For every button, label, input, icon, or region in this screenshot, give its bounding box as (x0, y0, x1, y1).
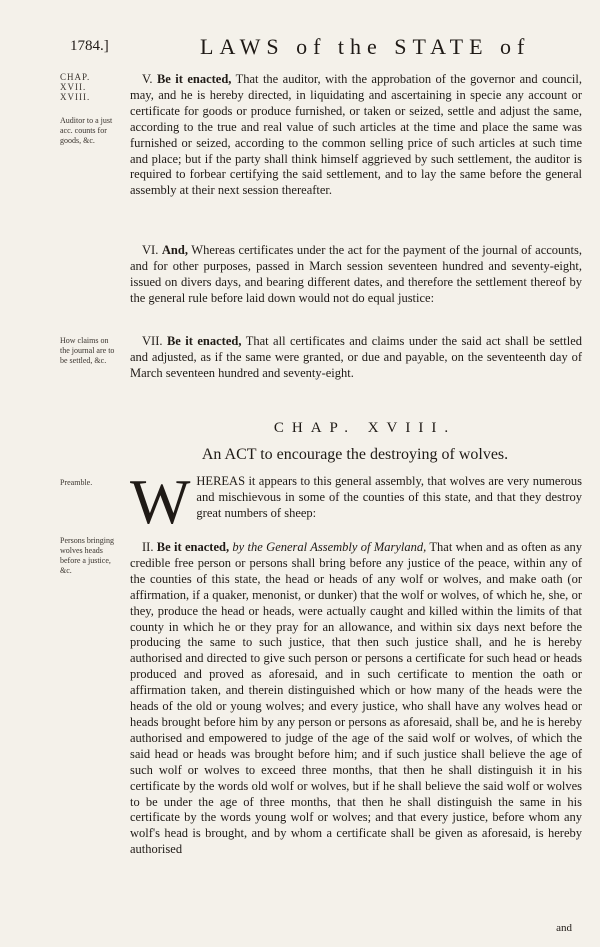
catchword: and (556, 922, 572, 934)
margin-note-preamble: Preamble. (60, 478, 93, 487)
margin-note-claims: How claims on the journal are to be settled, &c. (60, 336, 115, 365)
section-vi-number: VI. (142, 243, 159, 257)
chapter-heading: CHAP. XVIII. (273, 420, 457, 436)
section-vi (130, 243, 582, 307)
section-v (130, 72, 582, 199)
section-vi-body: Whereas certificates under the act for the payment of the journal of accounts, and for other purposes, passed in March session seventeen hundred and seventy-eight, issued on divers days, and bearing different dates, and therefore the settlement thereof by the general rule before laid down would not do equal justice: (130, 243, 583, 305)
preamble-body: it appears to this general assembly, that wolves are very numerous and mischievous in some of the counties of this state, and that they destroy great numbers of sheep: (196, 474, 582, 520)
margin-note-persons: Persons bringing wolves heads before a justice, &c. (60, 536, 114, 575)
preamble (130, 466, 582, 537)
section-ii-authority: by the General Assembly of Maryland, (232, 540, 427, 554)
section-v-body: That the auditor, with the approbation of the governor and council, may, and he is hereby directed, in liquidating and ascertaining in specie any account or certificate for goods or produce furnished, or taken or seized, settle and adjust the same, according to the true and real value of such articles at the time and place the same was furnished or seized, according to the common selling price of such articles at such time and place; but if the party shall think himself aggrieved by such settlement, the auditor is required to forbear certifying the said settlement, and to lay the same before the general assembly at their next session thereafter. (130, 72, 583, 198)
dropcap-letter: W (130, 466, 191, 537)
section-ii-enact: Be it enacted, (156, 540, 230, 554)
running-title: LAWS of the STATE of (200, 34, 531, 59)
section-vii-body: That all certificates and claims under the said act shall be settled and adjusted, as if the same were granted, or due and payable, on the seventeenth day of March seventeen hundred and seventy-eight. (130, 334, 583, 380)
section-v-enact: Be it enacted, (156, 72, 232, 86)
section-vii-enact: Be it enacted, (166, 334, 242, 348)
section-vii (130, 334, 582, 382)
section-ii-number: II. (142, 540, 154, 554)
margin-chapter (60, 72, 116, 146)
section-vi-enact: And, (161, 243, 188, 257)
act-title: An ACT to encourage the destroying of wolves. (201, 446, 509, 463)
page-number: 1784.] (70, 38, 109, 54)
page-header (70, 34, 590, 64)
section-ii-body: That when and as often as any credible free person or persons shall bring before any justice of the peace, within any of the counties of this state, the head or heads of any wolf or wolves, and make oath (or affirmation, if a quaker, menonist, or dunker) that the wolf or wolves, of which he, she, or they, produce the head or heads, were actually caught and killed within the limits of that county in which he or they pray for an allowance, and within six days next before the producing the same to such justice, that then such justice shall, and he is hereby authorised and directed to give such person or persons a certificate for such head or heads produced and proved as aforesaid, and in such certificate to mention the oath or affirmation taken, and therein distinguished which or how many of the heads were the heads of the old or young wolves; and every justice, who shall have any wolves head or heads brought before him by any person or persons as aforesaid, shall be, and he is hereby authorised and empowered to judge of the age of the said wolf or wolves, of which the said head or heads was brought before him; and if such justice shall believe the age of such wolf or wolves to exceed three months, that then he shall distinguish it in his certificate by the words old wolf or wolves, but if he shall believe the said wolf or wolves to be under the age of three months, that then he shall distinguish the same in his certificate by the words young wolf or wolves; and that every justice, before whom any wolf's head is brought, and by whom a certificate shall be given as aforesaid, is hereby authorised (130, 540, 583, 857)
section-vii-number: VII. (142, 334, 163, 348)
preamble-lead: HEREAS (196, 474, 246, 488)
section-v-number: V. (142, 72, 153, 86)
margin-chap-label: CHAP. XVII. XVIII. (60, 72, 91, 102)
margin-note-auditor: Auditor to a just acc. counts for goods, &c. (60, 116, 113, 145)
section-ii (130, 540, 582, 858)
